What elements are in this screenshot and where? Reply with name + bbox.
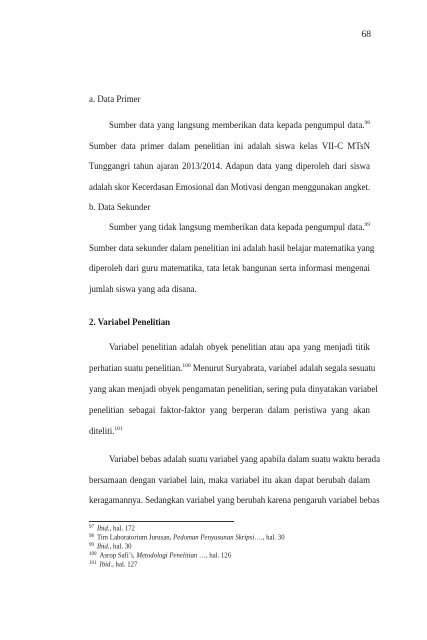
footnote-separator: [89, 521, 234, 522]
heading-data-sekunder: b. Data Sekunder: [89, 202, 151, 212]
paragraph-line: keragamannya. Sedangkan variabel yang berubah karena pengaruh variabel bebas: [89, 495, 380, 505]
paragraph-line: penelitian sebagai faktor-faktor yang berperan dalam peristiwa yang akan: [89, 405, 370, 415]
footnote-ref: 99: [364, 222, 370, 228]
footnote-98: $^{98}$ Tim Laboratorium Jurusan, Pedoman Penyusunan Skripsi…., hal. 30: [89, 534, 285, 542]
paragraph-line: Sumber data primer dalam penelitian ini adalah siswa kelas VII-C MTsN: [89, 141, 370, 151]
paragraph-line: Sumber data sekunder dalam penelitian ini adalah hasil belajar matematika yang: [89, 243, 375, 253]
footnote-ref: 98: [364, 120, 370, 126]
paragraph-line: jumlah siswa yang ada disana.: [89, 284, 197, 294]
footnote-ref: 101: [114, 426, 123, 432]
footnote-101: $^{101}$ Ibid., hal. 127: [89, 561, 138, 569]
heading-data-primer: a. Data Primer: [89, 94, 141, 104]
footnote-ref: 100: [182, 363, 191, 369]
footnote-99: $^{99}$ Ibid., hal. 30: [89, 543, 132, 551]
heading-variabel-penelitian: 2. Variabel Penelitian: [89, 317, 171, 327]
paragraph-line: diperoleh dari guru matematika, tata letak bangunan serta informasi mengenai: [89, 263, 370, 273]
page-number: 68: [361, 30, 371, 40]
footnote-100: $^{100}$ Asrop Safi’i, Metodologi Penelitian …, hal. 126: [89, 552, 232, 560]
paragraph-line: Variabel bebas adalah suatu variabel yang apabila dalam suatu waktu berada: [109, 454, 381, 464]
paragraph-line: yang akan menjadi obyek pengamatan penelitian, sering pula dinyatakan variabel: [89, 384, 378, 394]
paragraph-line: Variabel penelitian adalah obyek penelitian atau apa yang menjadi titik: [109, 342, 370, 352]
footnote-97: $^{97}$ Ibid., hal. 172: [89, 525, 135, 533]
paragraph-line: Sumber data yang langsung memberikan data kepada pengumpul data.$^{98}$: [109, 120, 370, 130]
paragraph-line: Tunggangri tahun ajaran 2013/2014. Adapun data yang diperoleh dari siswa: [89, 161, 370, 171]
paragraph-line: diteliti.$^{101}$: [89, 426, 123, 436]
paragraph-line: Sumber yang tidak langsung memberikan data kepada pengumpul data.$^{99}$: [109, 222, 370, 232]
paragraph-line: adalah skor Kecerdasan Emosional dan Motivasi dengan menggunakan angket.: [89, 182, 371, 192]
paragraph-line: bersamaan dengan variabel lain, maka variabel itu akan dapat berubah dalam: [89, 475, 370, 485]
paragraph-line: perhatian suatu penelitian.$^{100}$ Menurut Suryabrata, variabel adalah segala sesuatu: [89, 363, 376, 373]
